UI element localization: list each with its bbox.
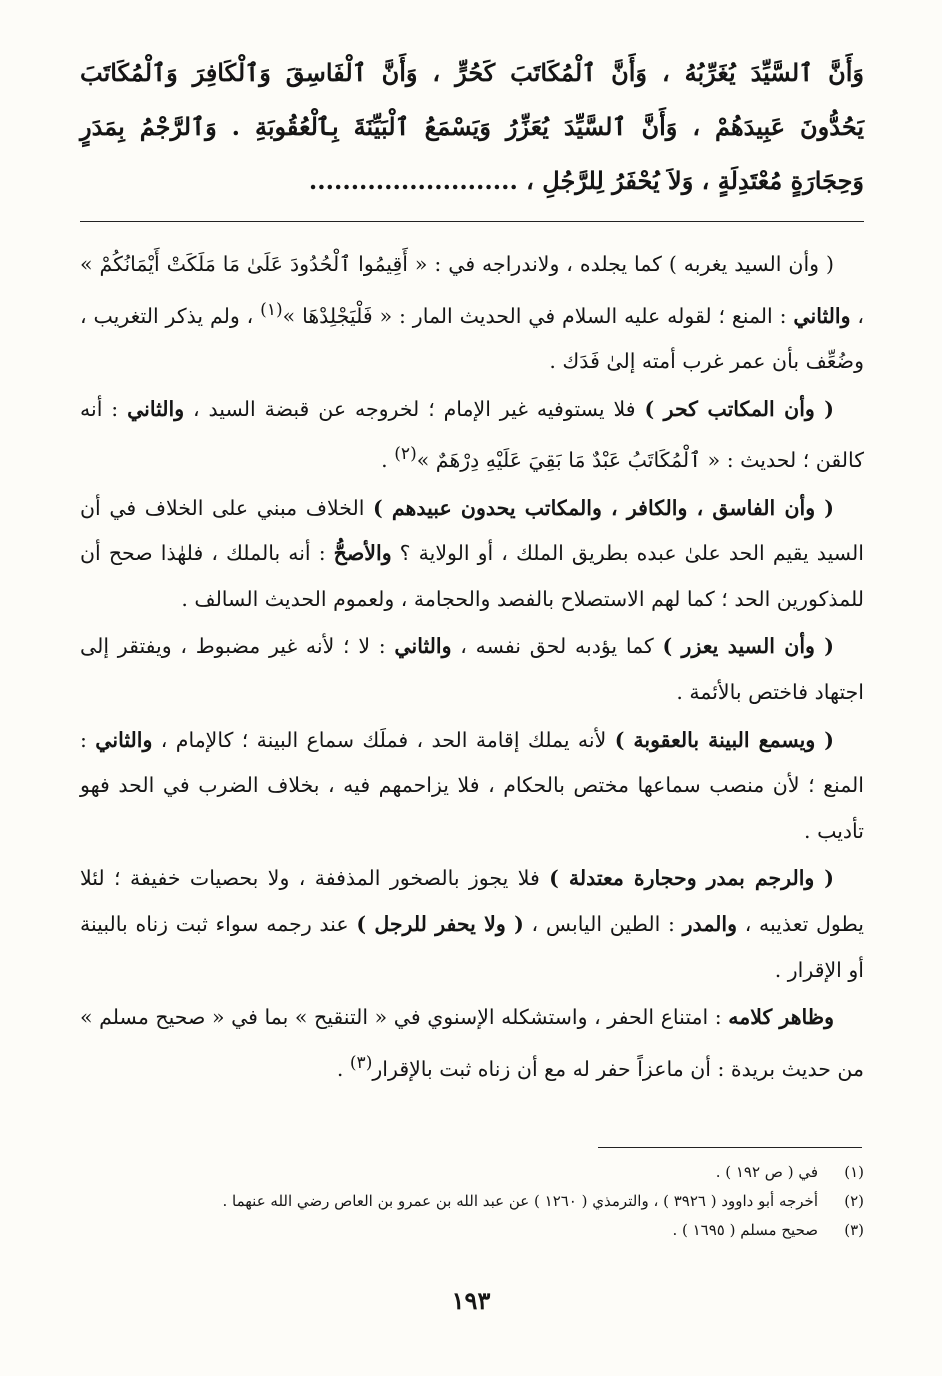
commentary (80, 242, 864, 1094)
footnote-ref-2: (٢) (394, 444, 417, 465)
footnote-separator (598, 1147, 862, 1148)
footnote-number: (٢) (844, 1192, 864, 1210)
main-text-separator (80, 221, 864, 222)
p5-text-b: لأنه يملك إقامة الحد ، فملَك سماع البينة ؛ كالإمام ، (152, 727, 615, 752)
p3-text-b: الخلاف مبني على الخلاف في أن السيد يقيم الحد علىٰ عبده بطريق الملك ، أو الولاية ؟ (80, 495, 864, 566)
commentary-paragraph-7 (80, 995, 864, 1092)
main-text-dots: ......................... (308, 166, 518, 195)
p2-text-e: . (381, 448, 395, 473)
p2-text-d: : أنه كالقن ؛ لحديث : « ٱلْمُكَاتَبُ عَبْدٌ مَا بَقِيَ عَلَيْهِ دِرْهَمٌ » (80, 396, 864, 473)
footnote-3 (80, 1216, 864, 1245)
p2-text-b: فلا يستوفيه غير الإمام ؛ لخروجه عن قبضة السيد ، (184, 396, 645, 421)
p5-bold-c: والثاني (95, 727, 153, 752)
p1-bold-b: والثاني (793, 303, 851, 328)
commentary-paragraph-3 (80, 486, 864, 623)
footnotes (80, 1158, 864, 1245)
footnote-text: صحيح مسلم ( ١٦٩٥ ) . (672, 1221, 818, 1239)
p6-text-d: : الطين اليابس ، (523, 911, 683, 936)
p4-text-d: : لا ؛ لأنه غير مضبوط ، ويفتقر إلى اجتهاد فاختص بالأئمة . (80, 634, 864, 704)
footnote-text: أخرجه أبو داوود ( ٣٩٢٦ ) ، والترمذي ( ١٢٦٠ ) عن عبد الله بن عمرو بن العاص رضي الله عنهما . (222, 1192, 818, 1210)
p5-text-d: : المنع ؛ لأن منصب سماعها مختص بالحكام ، فلا يزاحمهم فيه ، بخلاف الضرب في الحد فهو تأديب . (80, 727, 864, 843)
commentary-paragraph-6 (80, 856, 864, 993)
p7-text-c: . (336, 1056, 350, 1081)
p4-bold-c: والثاني (394, 634, 452, 659)
footnote-1 (80, 1158, 864, 1187)
main-text-body: وَأَنَّ ٱلسَّيِّدَ يُغَرِّبُهُ ، وَأَنَّ ٱلْمُكَاتَبَ كَحُرٍّ ، وَأَنَّ ٱلْفَاسِقَ وَٱلْكَافِرَ وَٱلْمُكَاتَبَ يَحُدُّونَ عَبِيدَهُمْ ، وَأَنَّ ٱلسَّيِّدَ يُعَزِّرُ وَيَسْمَعُ ٱلْبَيِّنَةَ بِٱلْعُقُوبَةِ . وَٱلرَّجْمُ بِمَدَرٍ وَحِجَارَةٍ مُعْتَدِلَةٍ ، وَلاَ يُحْفَرُ لِلرَّجُلِ ، (80, 58, 864, 195)
p7-text-b: : امتناع الحفر ، واستشكله الإسنوي في « التنقيح » بما في « صحيح مسلم » من حديث بريدة : أن ماعزاً حفر له مع أن زناه ثبت بالإقرار (80, 1005, 864, 1081)
commentary-paragraph-5 (80, 718, 864, 855)
p1-text-c: : المنع ؛ لقوله عليه السلام في الحديث المار : « فَلْيَجْلِدْهَا » (282, 303, 794, 328)
footnote-text: في ( ص ١٩٢ ) . (715, 1163, 818, 1181)
p4-bold-a: ( وأن السيد يعزر ) (662, 634, 834, 659)
footnote-ref-1: (١) (260, 299, 283, 320)
footnote-number: (٣) (844, 1221, 864, 1239)
p6-text-b: فلا يجوز بالصخور المذففة ، ولا بحصيات خفيفة ؛ لئلا يطول تعذيبه ، (80, 866, 865, 936)
commentary-paragraph-1 (80, 242, 864, 385)
p1-text-d: ، ولم يذكر التغريب ، وضُعِّف بأن عمر غرب أمته إلىٰ فَدَك . (80, 303, 864, 374)
footnote-ref-3: (٣) (349, 1052, 373, 1073)
main-text (80, 46, 864, 208)
footnote-2 (80, 1187, 864, 1216)
p7-bold-a: وظاهر كلامه (728, 1005, 834, 1030)
commentary-paragraph-4 (80, 624, 864, 715)
commentary-paragraph-2 (80, 387, 864, 484)
p6-bold-e: ( ولا يحفر للرجل ) (356, 911, 524, 936)
p6-bold-c: والمدر (682, 911, 738, 936)
p6-text-f: عند رجمه سواء ثبت زناه بالبينة أو الإقرار . (80, 911, 864, 982)
p3-bold-a: ( وأن الفاسق ، والكافر ، والمكاتب يحدون عبيدهم ) (372, 495, 834, 520)
p3-text-d: : أنه بالملك ، فلهٰذا صحح أن للمذكورين الحد ؛ كما لهم الاستصلاح بالفصد والحجامة ، ولعموم الحديث السالف . (80, 541, 864, 611)
page-number: ١٩٣ (451, 1286, 491, 1315)
p6-bold-a: ( والرجم بمدر وحجارة معتدلة ) (549, 866, 834, 891)
p5-bold-a: ( ويسمع البينة بالعقوبة ) (614, 727, 834, 752)
p2-bold-a: ( وأن المكاتب كحر ) (644, 396, 835, 421)
p4-text-b: كما يؤدبه لحق نفسه ، (451, 634, 663, 659)
p2-bold-c: والثاني (127, 396, 185, 421)
footnote-number: (١) (844, 1163, 864, 1181)
p3-bold-c: والأصحُّ (333, 541, 392, 566)
p1-text-a: ( وأن السيد يغربه ) كما يجلده ، ولاندراجه في : « أَقِيمُوا ٱلْحُدُودَ عَلَىٰ مَا مَلَكَتْ أَيْمَانُكُمْ » ، (80, 252, 864, 328)
